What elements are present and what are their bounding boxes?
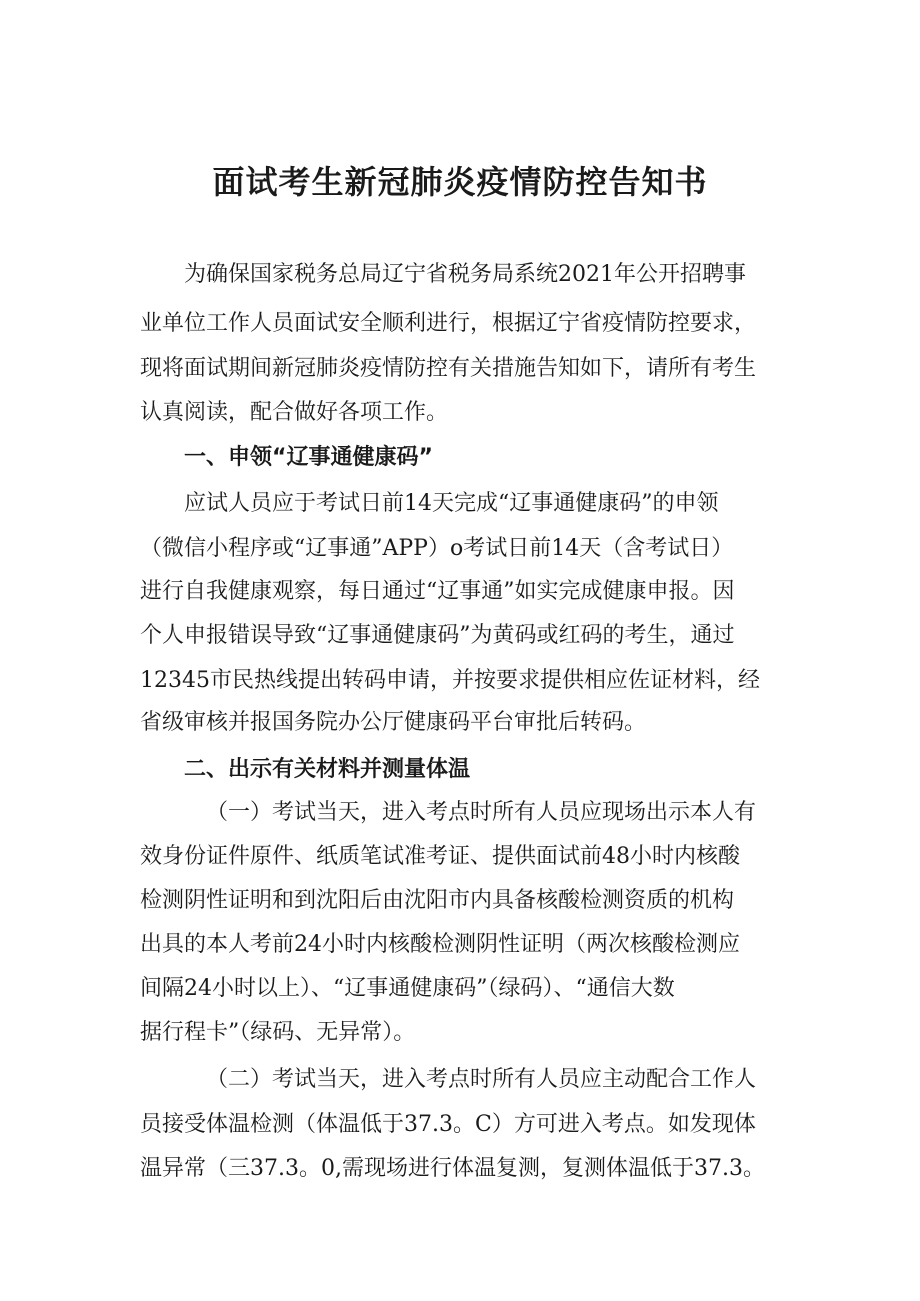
- paragraph-line: 业单位工作人员面试安全顺利进行，根据辽宁省疫情防控要求，: [140, 311, 757, 336]
- paragraph-line: （微信小程序或“辽事通”APP）o考试日前14天（含考试日）: [140, 536, 734, 561]
- paragraph-line: 12345市民热线提出转码申请，并按要求提供相应佐证材料，经: [140, 668, 760, 693]
- paragraph-line: 省级审核并报国务院办公厅健康码平台审批后转码。: [140, 710, 647, 735]
- paragraph-line: 个人申报错误导致“辽事通健康码”为黄码或红码的考生，通过: [140, 623, 735, 648]
- paragraph-line: 员接受体温检测（体温低于37.3。C）方可进入考点。如发现体: [140, 1112, 756, 1137]
- paragraph-line: 效身份证件原件、纸质笔试准考证、提供面试前48小时内核酸: [140, 844, 740, 869]
- paragraph-line: 认真阅读，配合做好各项工作。: [140, 400, 449, 425]
- paragraph-line: 现将面试期间新冠肺炎疫情防控有关措施告知如下，请所有考生: [140, 356, 757, 381]
- paragraph-line: 进行自我健康观察，每日通过“辽事通”如实完成健康申报。因: [140, 579, 735, 604]
- paragraph-line: 为确保国家税务总局辽宁省税务局系统2021年公开招聘事: [184, 262, 746, 287]
- paragraph-line: 应试人员应于考试日前14天完成“辽事通健康码”的申领: [184, 491, 719, 516]
- paragraph-line: 出具的本人考前24小时内核酸检测阴性证明（两次核酸检测应: [140, 932, 740, 957]
- paragraph-line: 检测阴性证明和到沈阳后由沈阳市内具备核酸检测资质的机构: [140, 888, 735, 913]
- section-heading: 一、申领“辽事通健康码”: [184, 445, 433, 470]
- paragraph-line: 温异常（三37.3。0,需现场进行体温复测，复测体温低于37.3。: [140, 1156, 765, 1181]
- section-heading: 二、出示有关材料并测量体温: [184, 757, 471, 782]
- paragraph-line: （一）考试当天，进入考点时所有人员应现场出示本人有: [206, 800, 757, 825]
- paragraph-line: （二）考试当天，进入考点时所有人员应主动配合工作人: [206, 1067, 757, 1092]
- paragraph-line: 间隔24小时以上）、“辽事通健康码”（绿码）、“通信大数: [140, 976, 675, 1001]
- document-title: 面试考生新冠肺炎疫情防控告知书: [212, 163, 708, 201]
- paragraph-line: 据行程卡”（绿码、无异常）。: [140, 1020, 416, 1045]
